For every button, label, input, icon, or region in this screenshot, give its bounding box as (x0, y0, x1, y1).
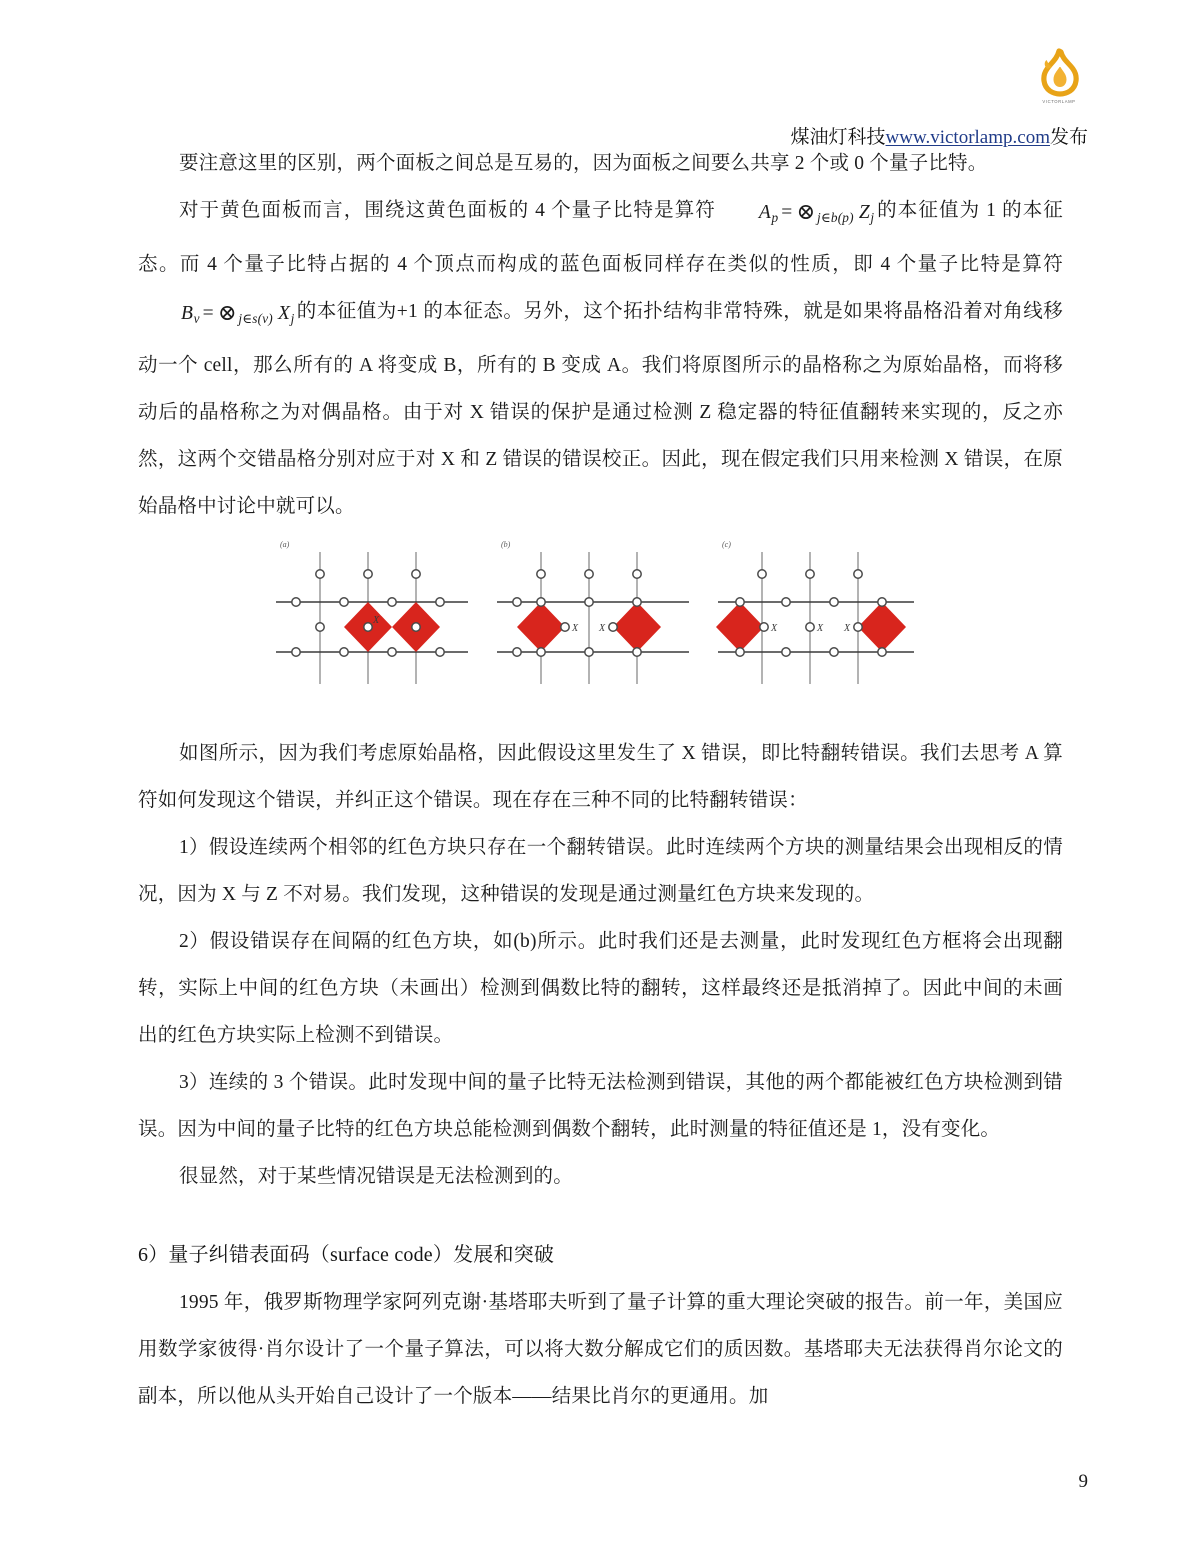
formula-ap-op-sub: j∈b(p) (816, 210, 854, 226)
flame-drop-logo-icon (1030, 48, 1088, 98)
paragraph-1: 要注意这里的区别，两个面板之间总是互易的，因为面板之间要么共享 2 个或 0 个量子比特。 (178, 153, 988, 174)
paragraph-2 (138, 187, 1063, 530)
figure-panel-c-x-label-3: X (844, 623, 851, 634)
formula-bv-op-sub: j∈s(v) (238, 311, 273, 327)
paragraph-3: 如图所示，因为我们考虑原始晶格，因此假设这里发生了 X 错误，即比特翻转错误。我们去思考 A 算符如何发现这个错误，并纠正这个错误。现在存在三种不同的比特翻转错误： (138, 743, 1063, 811)
figure-panel-c-graphic (714, 536, 932, 684)
formula-ap (716, 188, 876, 241)
section-heading-6: 6）量子纠错表面码（surface code）发展和突破 (138, 1244, 555, 1266)
figure-panel-c-label: (c) (722, 540, 731, 549)
formula-bv-equals: = (202, 303, 214, 325)
formula-ap-lhs: A (758, 202, 771, 223)
formula-ap-rhs: Z (858, 202, 870, 223)
list-item-2: 2）假设错误存在间隔的红色方块，如(b)所示。此时我们还是去测量，此时发现红色方框将会出现翻转，实际上中间的红色方块（未画出）检测到偶数比特的翻转，这样最终还是抵消掉了。因此中间的未画出的红色方块实际上检测不到错误。 (138, 931, 1063, 1046)
page-number: 9 (1078, 1471, 1088, 1492)
paragraph-5: 1995 年，俄罗斯物理学家阿列克谢·基塔耶夫听到了量子计算的重大理论突破的报告。前一年，美国应用数学家彼得·肖尔设计了一个量子算法，可以将大数分解成它们的质因数。基塔耶夫无法获得肖尔论文的副本，所以他从头开始自己设计了一个版本——结果比肖尔的更通用。加 (138, 1292, 1063, 1407)
formula-bv-lhs-sub: v (193, 311, 200, 327)
paragraph-2-part-1: 对于黄色面板而言，围绕这黄色面板的 4 个量子比特是算符 (178, 200, 716, 221)
formula-bv-lhs: B (180, 303, 194, 325)
figure-panel-b (493, 536, 711, 684)
figure-panel-c-x-label-1: X (771, 623, 778, 634)
formula-bv (138, 289, 297, 342)
figure-panel-b-x-label-1: X (572, 623, 579, 634)
logo-caption: VICTORLAMP (1042, 99, 1076, 104)
formula-ap-rhs-sub: j (870, 210, 875, 226)
figure-panel-c (714, 536, 932, 684)
brand-prefix: 煤油灯科技 (790, 127, 886, 148)
figure-panel-a-x-label-1: X (373, 615, 380, 626)
document-body-section6 (138, 1232, 1063, 1420)
figure-panel-a (272, 536, 490, 684)
paragraph-2-part-2: 的本征值为 1 的本征态。而 4 个量子比特占据的 4 个顶点而构成的蓝色面板同样存在类似的性质，即 4 个量子比特是算符 (138, 200, 1063, 276)
formula-bv-rhs: X (277, 303, 291, 325)
brand-logo (1030, 48, 1088, 110)
document-body-middle (138, 730, 1063, 1200)
brand-suffix: 发布 (1049, 127, 1088, 148)
document-body-top (138, 140, 1063, 530)
lattice-error-figure (272, 536, 952, 684)
formula-bv-tensor-icon: ⊗ (217, 300, 237, 326)
paragraph-2-part-3: 的本征值为+1 的本征态。另外，这个拓扑结构非常特殊，就是如果将晶格沿着对角线移动一个 cell，那么所有的 A 将变成 B，所有的 B 变成 A。我们将原图所示的晶格称之为原始晶格，而将移动后的晶格称之为对偶晶格。由于对 X 错误的保护是通过检测 Z 稳定器的特征值翻转来实现的，反之亦然，这两个交错晶格分别对应于对 X 和 Z 错误的错误校正。因此，现在假定我们只用来检测 X 错误，在原始晶格中讨论中就可以。 (138, 301, 1063, 518)
paragraph-4: 很显然，对于某些情况错误是无法检测到的。 (178, 1166, 573, 1187)
brand-url-link[interactable]: www.victorlamp.com (885, 127, 1050, 148)
formula-bv-rhs-sub: j (290, 311, 295, 327)
figure-panel-b-graphic (493, 536, 711, 684)
page-header (0, 40, 1200, 148)
figure-panel-c-x-label-2: X (817, 623, 824, 634)
figure-panel-b-label: (b) (501, 540, 511, 549)
figure-panel-a-graphic (272, 536, 490, 684)
figure-panel-a-label: (a) (280, 540, 290, 549)
list-item-3: 3）连续的 3 个错误。此时发现中间的量子比特无法检测到错误，其他的两个都能被红色方块检测到错误。因为中间的量子比特的红色方块总能检测到偶数个翻转，此时测量的特征值还是 1，没有变化。 (138, 1072, 1063, 1140)
figure-panel-b-x-label-2: X (599, 623, 606, 634)
formula-ap-lhs-sub: p (771, 210, 779, 226)
formula-ap-equals: = (781, 202, 793, 223)
list-item-1: 1）假设连续两个相邻的红色方块只存在一个翻转错误。此时连续两个方块的测量结果会出现相反的情况，因为 X 与 Z 不对易。我们发现，这种错误的发现是通过测量红色方块来发现的。 (138, 837, 1063, 905)
formula-ap-tensor-icon: ⊗ (796, 199, 816, 224)
